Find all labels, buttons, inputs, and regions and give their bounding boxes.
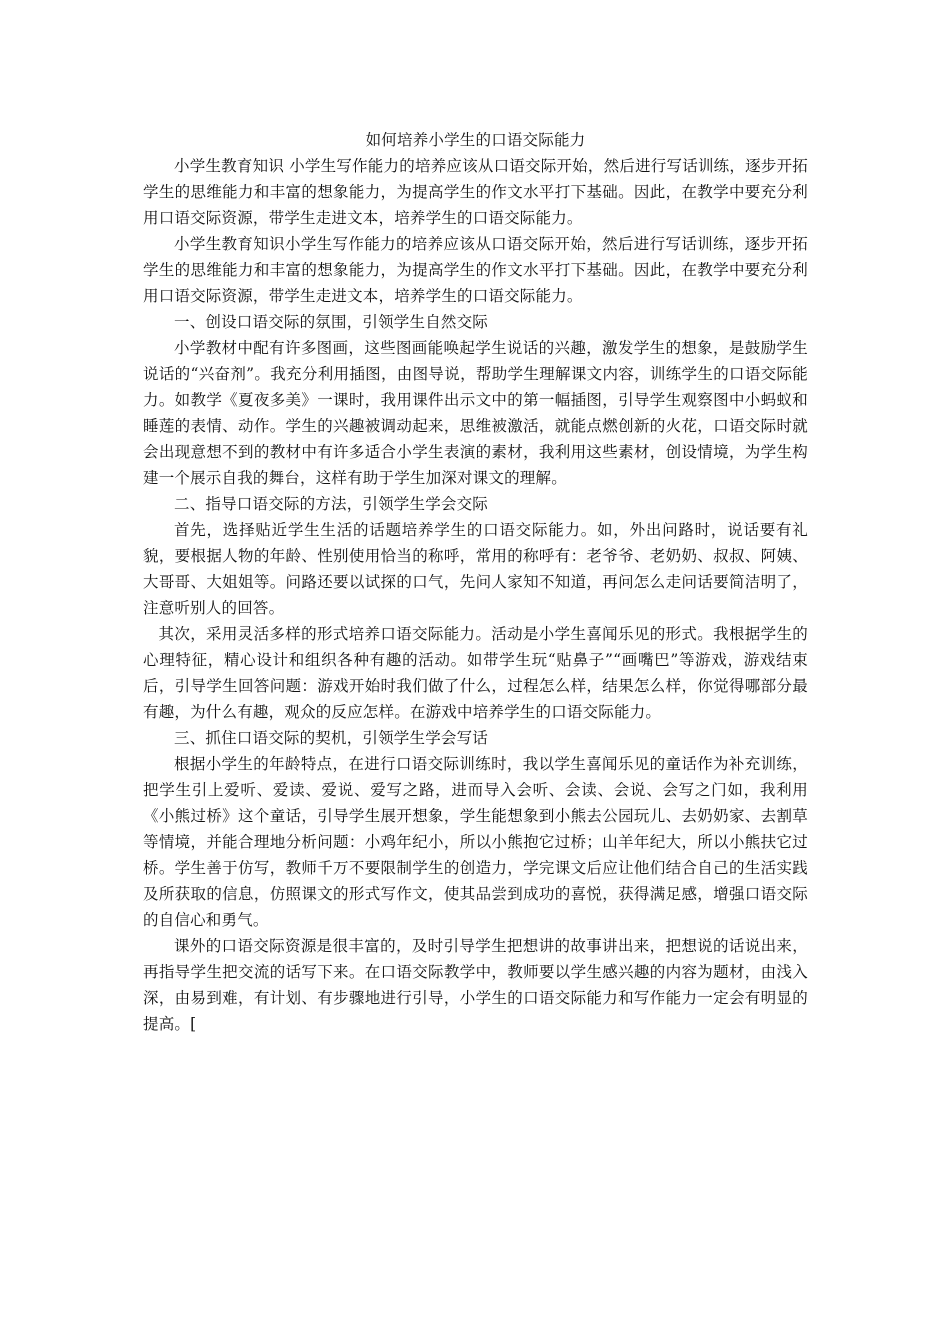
section-heading-2: 二、指导口语交际的方法，引领学生学会交际 (174, 495, 489, 513)
paragraph-section-1: 小学教材中配有许多图画，这些图画能唤起学生说话的兴趣，激发学生的想象，是鼓励学生说话的“兴奋剂”。我充分利用插图，由图导说，帮助学生理解课文内容，训练学生的口语交际能力。如教学《夏夜多美》一课时，我用课件出示文中的第一幅插图，引导学生观察图中小蚂蚁和睡莲的表情、动作。学生的兴趣被调动起来，思维被激活，就能点燃创新的火花，口语交际时就会出现意想不到的教材中有许多适合小学生表演的素材，我利用这些素材，创设情境，为学生构建一个展示自我的舞台，这样有助于学生加深对课文的理解。 (143, 339, 808, 487)
document-title: 如何培养小学生的口语交际能力 (365, 131, 586, 149)
paragraph-section-3: 根据小学生的年龄特点，在进行口语交际训练时，我以学生喜闻乐见的童话作为补充训练，把学生引上爱听、爱读、爱说、爱写之路，进而导入会听、会读、会说、会写之门如，我利用《小熊过桥》这个童话，引导学生展开想象，学生能想象到小熊去公园玩儿、去奶奶家、去割草等情境，并能合理地分析问题：小鸡年纪小，所以小熊抱它过桥；山羊年纪大，所以小熊扶它过桥。学生善于仿写，教师千万不要限制学生的创造力，学完课文后应让他们结合自己的生活实践及所获取的信息，仿照课文的形式写作文，使其品尝到成功的喜悦，获得满足感，增强口语交际的自信心和勇气。 (143, 755, 808, 929)
document-body (143, 127, 808, 1037)
paragraph-section-2-first: 首先，选择贴近学生生活的话题培养学生的口语交际能力。如，外出问路时，说话要有礼貌，要根据人物的年龄、性别使用恰当的称呼，常用的称呼有：老爷爷、老奶奶、叔叔、阿姨、大哥哥、大姐姐等。问路还要以试探的口气，先问人家知不知道，再问怎么走问话要简洁明了，注意听别人的回答。 (143, 521, 808, 617)
section-heading-3: 三、抓住口语交际的契机，引领学生学会写话 (174, 729, 489, 747)
paragraph-conclusion: 课外的口语交际资源是很丰富的，及时引导学生把想讲的故事讲出来，把想说的话说出来，再指导学生把交流的话写下来。在口语交际教学中，教师要以学生感兴趣的内容为题材，由浅入深，由易到难，有计划、有步骤地进行引导，小学生的口语交际能力和写作能力一定会有明显的提高。[ (143, 937, 808, 1033)
paragraph-intro-1: 小学生教育知识 小学生写作能力的培养应该从口语交际开始，然后进行写话训练，逐步开拓学生的思维能力和丰富的想象能力，为提高学生的作文水平打下基础。因此，在教学中要充分利用口语交际资源，带学生走进文本，培养学生的口语交际能力。 (143, 157, 808, 227)
paragraph-section-2-second: 其次，采用灵活多样的形式培养口语交际能力。活动是小学生喜闻乐见的形式。我根据学生的心理特征，精心设计和组织各种有趣的活动。如带学生玩“贴鼻子”“画嘴巴”等游戏，游戏结束后，引导学生回答问题：游戏开始时我们做了什么，过程怎么样，结果怎么样，你觉得哪部分最有趣，为什么有趣，观众的反应怎样。在游戏中培养学生的口语交际能力。 (143, 625, 808, 721)
section-heading-1: 一、创设口语交际的氛围，引领学生自然交际 (174, 313, 489, 331)
paragraph-intro-2: 小学生教育知识小学生写作能力的培养应该从口语交际开始，然后进行写话训练，逐步开拓学生的思维能力和丰富的想象能力，为提高学生的作文水平打下基础。因此，在教学中要充分利用口语交际资源，带学生走进文本，培养学生的口语交际能力。 (143, 235, 808, 305)
